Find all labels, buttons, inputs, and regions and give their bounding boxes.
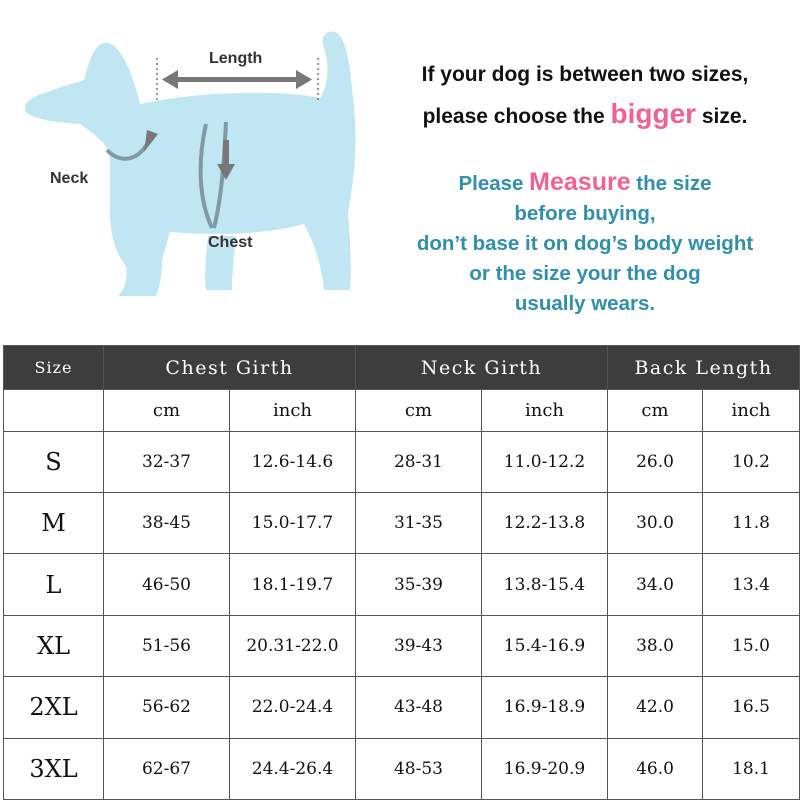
cell-back-inch: 15.0 [703, 615, 800, 676]
cell-neck-inch: 16.9-18.9 [482, 677, 608, 738]
unit-back-inch: inch [703, 390, 800, 431]
notice-line-3: Please Measure the size [458, 168, 712, 196]
size-cell: 2XL [4, 677, 104, 738]
header-size: Size [4, 346, 104, 390]
cell-chest-cm: 51-56 [104, 615, 230, 676]
notice-line-6: or the size your the dog [469, 262, 701, 285]
measurement-guide [0, 0, 800, 345]
header-neck-girth: Neck Girth [356, 346, 608, 390]
cell-neck-cm: 35-39 [356, 554, 482, 615]
cell-neck-cm: 28-31 [356, 431, 482, 492]
cell-neck-inch: 11.0-12.2 [482, 431, 608, 492]
cell-back-inch: 11.8 [703, 492, 800, 553]
unit-back-cm: cm [608, 390, 703, 431]
notice-line-5: don’t base it on dog’s body weight [416, 232, 754, 255]
unit-chest-cm: cm [104, 390, 230, 431]
cell-back-cm: 38.0 [608, 615, 703, 676]
cell-chest-cm: 38-45 [104, 492, 230, 553]
cell-neck-inch: 16.9-20.9 [482, 738, 608, 800]
size-cell: S [4, 431, 104, 492]
cell-back-inch: 16.5 [703, 677, 800, 738]
cell-chest-cm: 46-50 [104, 554, 230, 615]
dog-silhouette [25, 32, 356, 296]
cell-neck-cm: 48-53 [356, 738, 482, 800]
cell-chest-inch: 12.6-14.6 [230, 431, 356, 492]
cell-chest-inch: 18.1-19.7 [230, 554, 356, 615]
table-row [4, 615, 800, 676]
measure-emphasis: Measure [529, 168, 631, 196]
table-row [4, 492, 800, 553]
table-header-row [4, 346, 800, 390]
notice-line-4: before buying, [514, 202, 656, 225]
cell-back-cm: 46.0 [608, 738, 703, 800]
table-units-row [4, 390, 800, 431]
cell-back-inch: 10.2 [703, 431, 800, 492]
size-cell: XL [4, 615, 104, 676]
size-chart-table [3, 345, 800, 800]
bigger-emphasis: bigger [610, 98, 697, 129]
notice-line-2: please choose the bigger size. [422, 98, 748, 129]
cell-back-cm: 30.0 [608, 492, 703, 553]
header-chest-girth: Chest Girth [104, 346, 356, 390]
table-row [4, 431, 800, 492]
cell-back-cm: 34.0 [608, 554, 703, 615]
cell-back-cm: 42.0 [608, 677, 703, 738]
size-cell: 3XL [4, 738, 104, 800]
cell-back-cm: 26.0 [608, 431, 703, 492]
cell-chest-cm: 32-37 [104, 431, 230, 492]
cell-chest-inch: 24.4-26.4 [230, 738, 356, 800]
cell-neck-cm: 31-35 [356, 492, 482, 553]
notice-line-1: If your dog is between two sizes, [421, 63, 749, 86]
cell-neck-cm: 43-48 [356, 677, 482, 738]
unit-neck-cm: cm [356, 390, 482, 431]
cell-neck-inch: 13.8-15.4 [482, 554, 608, 615]
chest-label: Chest [208, 234, 253, 251]
cell-chest-cm: 56-62 [104, 677, 230, 738]
cell-neck-inch: 15.4-16.9 [482, 615, 608, 676]
size-cell: M [4, 492, 104, 553]
cell-chest-inch: 15.0-17.7 [230, 492, 356, 553]
table-row [4, 677, 800, 738]
cell-back-inch: 18.1 [703, 738, 800, 800]
cell-back-inch: 13.4 [703, 554, 800, 615]
table-row [4, 738, 800, 800]
cell-neck-cm: 39-43 [356, 615, 482, 676]
neck-label: Neck [50, 170, 89, 187]
table-row [4, 554, 800, 615]
length-arrow [162, 70, 312, 89]
header-back-length: Back Length [608, 346, 800, 390]
cell-chest-inch: 20.31-22.0 [230, 615, 356, 676]
unit-chest-inch: inch [230, 390, 356, 431]
unit-blank [4, 390, 104, 431]
size-cell: L [4, 554, 104, 615]
cell-chest-inch: 22.0-24.4 [230, 677, 356, 738]
cell-neck-inch: 12.2-13.8 [482, 492, 608, 553]
cell-chest-cm: 62-67 [104, 738, 230, 800]
length-label: Length [209, 50, 263, 67]
notice-line-7: usually wears. [514, 292, 656, 315]
unit-neck-inch: inch [482, 390, 608, 431]
